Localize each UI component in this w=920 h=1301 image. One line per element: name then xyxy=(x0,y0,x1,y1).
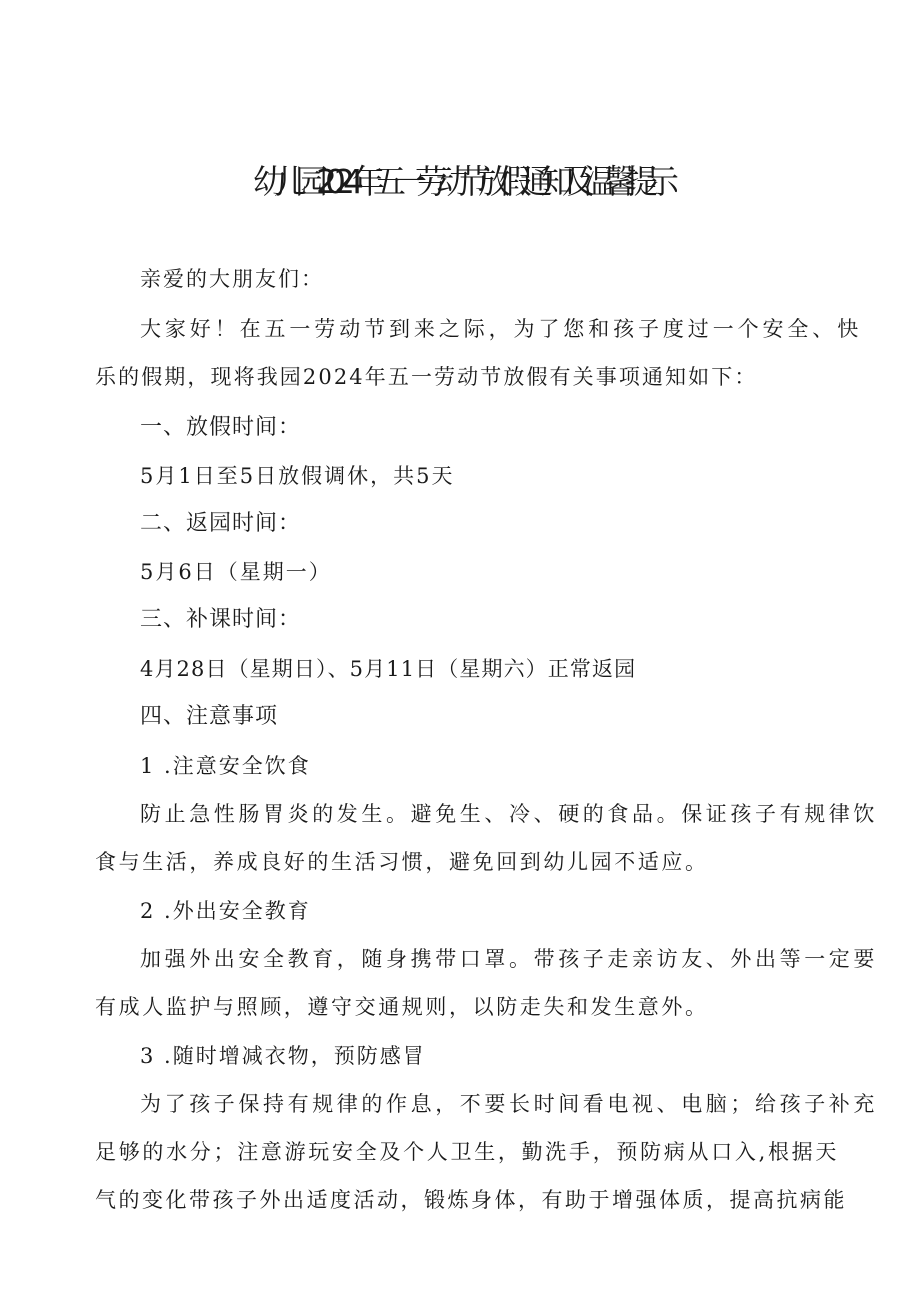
greeting: 亲爱的大朋友们： xyxy=(140,267,324,291)
notes-heading: 四、注意事项 xyxy=(140,704,279,729)
makeup-heading: 三、补课时间： xyxy=(140,607,302,632)
note-item-3-line-1: 为了孩子保持有规律的作息，不要长时间看电视、电脑；给孩子补充 xyxy=(140,1092,878,1116)
note-item-3-title: 3 .随时增减衣物，预防感冒 xyxy=(140,1044,426,1068)
holiday-heading: 一、放假时间： xyxy=(140,415,302,440)
holiday-text: 5月1日至5日放假调休，共5天 xyxy=(140,464,455,488)
return-text: 5月6日（星期一） xyxy=(140,560,332,584)
note-item-1-title: 1 .注意安全饮食 xyxy=(140,754,311,778)
note-item-2-line-2: 有成人监护与照顾，遵守交通规则，以防走失和发生意外。 xyxy=(95,995,709,1019)
intro-line-2: 乐的假期，现将我园2024年五一劳动节放假有关事项通知如下： xyxy=(95,365,758,389)
document-title: 幼儿园2024年五一劳动节放假通知及温馨提示 xyxy=(253,162,667,201)
makeup-text: 4月28日（星期日）、5月11日（星期六）正常返园 xyxy=(140,657,637,681)
note-item-1-line-2: 食与生活，养成良好的生活习惯，避免回到幼儿园不适应。 xyxy=(95,850,709,874)
note-item-3-line-3: 气的变化带孩子外出适度活动，锻炼身体，有助于增强体质，提高抗病能 xyxy=(95,1188,847,1212)
intro-line-1: 大家好！在五一劳动节到来之际，为了您和孩子度过一个安全、快 xyxy=(140,317,863,341)
note-item-3-line-2: 足够的水分；注意游玩安全及个人卫生，勤洗手，预防病从口入,根据天 xyxy=(95,1140,840,1164)
return-heading: 二、返园时间： xyxy=(140,511,302,536)
note-item-2-line-1: 加强外出安全教育，随身携带口罩。带孩子走亲访友、外出等一定要 xyxy=(140,947,878,971)
note-item-2-title: 2 .外出安全教育 xyxy=(140,899,311,923)
note-item-1-line-1: 防止急性肠胃炎的发生。避免生、冷、硬的食品。保证孩子有规律饮 xyxy=(140,802,878,826)
